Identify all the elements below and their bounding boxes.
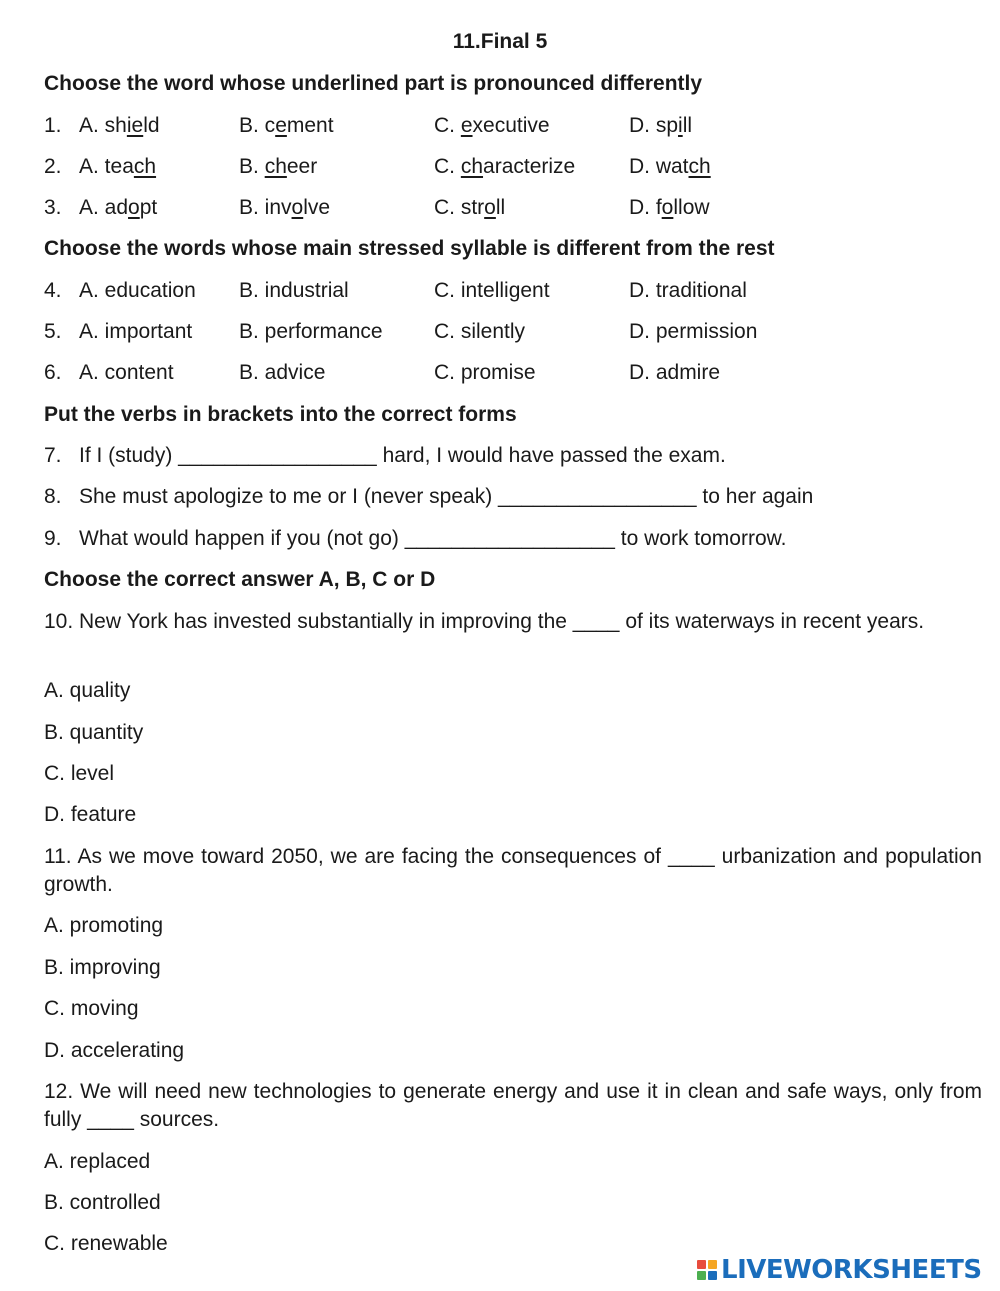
option-c: C. intelligent [434, 279, 550, 302]
question-12-text: 12. We will need new technologies to generate energy and use it in clean and safe ways, only from fully ____ sources. [44, 1080, 982, 1131]
option-a: A. teach [79, 155, 157, 178]
option-d: D. spill [629, 114, 693, 137]
question-10-option-d: D. feature [44, 803, 137, 826]
option-b: B. cement [239, 114, 334, 137]
question-number: 6. [44, 361, 62, 384]
option-a: A. shield [79, 114, 160, 137]
question-number: 10. [44, 610, 74, 633]
question-11-option-d: D. accelerating [44, 1039, 185, 1062]
question-10-option-c: C. level [44, 762, 115, 785]
option-c: C. executive [434, 114, 550, 137]
logo-mark-icon [697, 1260, 717, 1280]
question-number: 7. [44, 444, 62, 467]
option-c: C. promise [434, 361, 536, 384]
option-a: A. content [79, 361, 174, 384]
option-c: C. silently [434, 320, 526, 343]
question-10-option-a: A. quality [44, 679, 131, 702]
question-number: 1. [44, 114, 62, 137]
question-number: 2. [44, 155, 62, 178]
question-12-option-a: A. replaced [44, 1150, 151, 1173]
option-d: D. follow [629, 196, 710, 219]
question-11-option-b: B. improving [44, 956, 161, 979]
option-a: A. important [79, 320, 193, 343]
option-c: C. characterize [434, 155, 576, 178]
question-number: 3. [44, 196, 62, 219]
option-d: D. permission [629, 320, 758, 343]
question-10-option-b: B. quantity [44, 721, 144, 744]
question-10-text: New York has invested substantially in improving the ____ of its waterways in recent years. [79, 610, 925, 633]
option-b: B. involve [239, 196, 331, 219]
question-11-option-c: C. moving [44, 997, 139, 1020]
option-b: B. performance [239, 320, 383, 343]
option-c: C. stroll [434, 196, 506, 219]
option-b: B. cheer [239, 155, 318, 178]
question-11-text: 11. As we move toward 2050, we are facing the consequences of ____ urbanization and population growth. [44, 845, 982, 896]
section-heading-stress: Choose the words whose main stressed syllable is different from the rest [44, 237, 775, 260]
option-d: D. traditional [629, 279, 747, 302]
option-d: D. admire [629, 361, 721, 384]
question-text: If I (study) _________________ hard, I would have passed the exam. [79, 444, 726, 467]
question-number: 8. [44, 485, 62, 508]
section-heading-verbs: Put the verbs in brackets into the correct forms [44, 403, 517, 426]
question-number: 5. [44, 320, 62, 343]
question-text: She must apologize to me or I (never speak) _________________ to her again [79, 485, 814, 508]
option-b: B. industrial [239, 279, 349, 302]
question-number: 4. [44, 279, 62, 302]
question-11-option-a: A. promoting [44, 914, 164, 937]
question-number: 9. [44, 527, 62, 550]
question-12-option-c: C. renewable [44, 1232, 168, 1255]
liveworksheets-logo [697, 1255, 982, 1285]
section-heading-mcq: Choose the correct answer A, B, C or D [44, 568, 436, 591]
option-a: A. adopt [79, 196, 158, 219]
section-heading-pronunciation: Choose the word whose underlined part is pronounced differently [44, 72, 703, 95]
page-title: 11.Final 5 [452, 30, 548, 53]
option-d: D. watch [629, 155, 711, 178]
option-b: B. advice [239, 361, 326, 384]
question-text: What would happen if you (not go) __________________ to work tomorrow. [79, 527, 787, 550]
logo-text: LIVEWORKSHEETS [721, 1255, 982, 1285]
question-12-option-b: B. controlled [44, 1191, 161, 1214]
option-a: A. education [79, 279, 196, 302]
